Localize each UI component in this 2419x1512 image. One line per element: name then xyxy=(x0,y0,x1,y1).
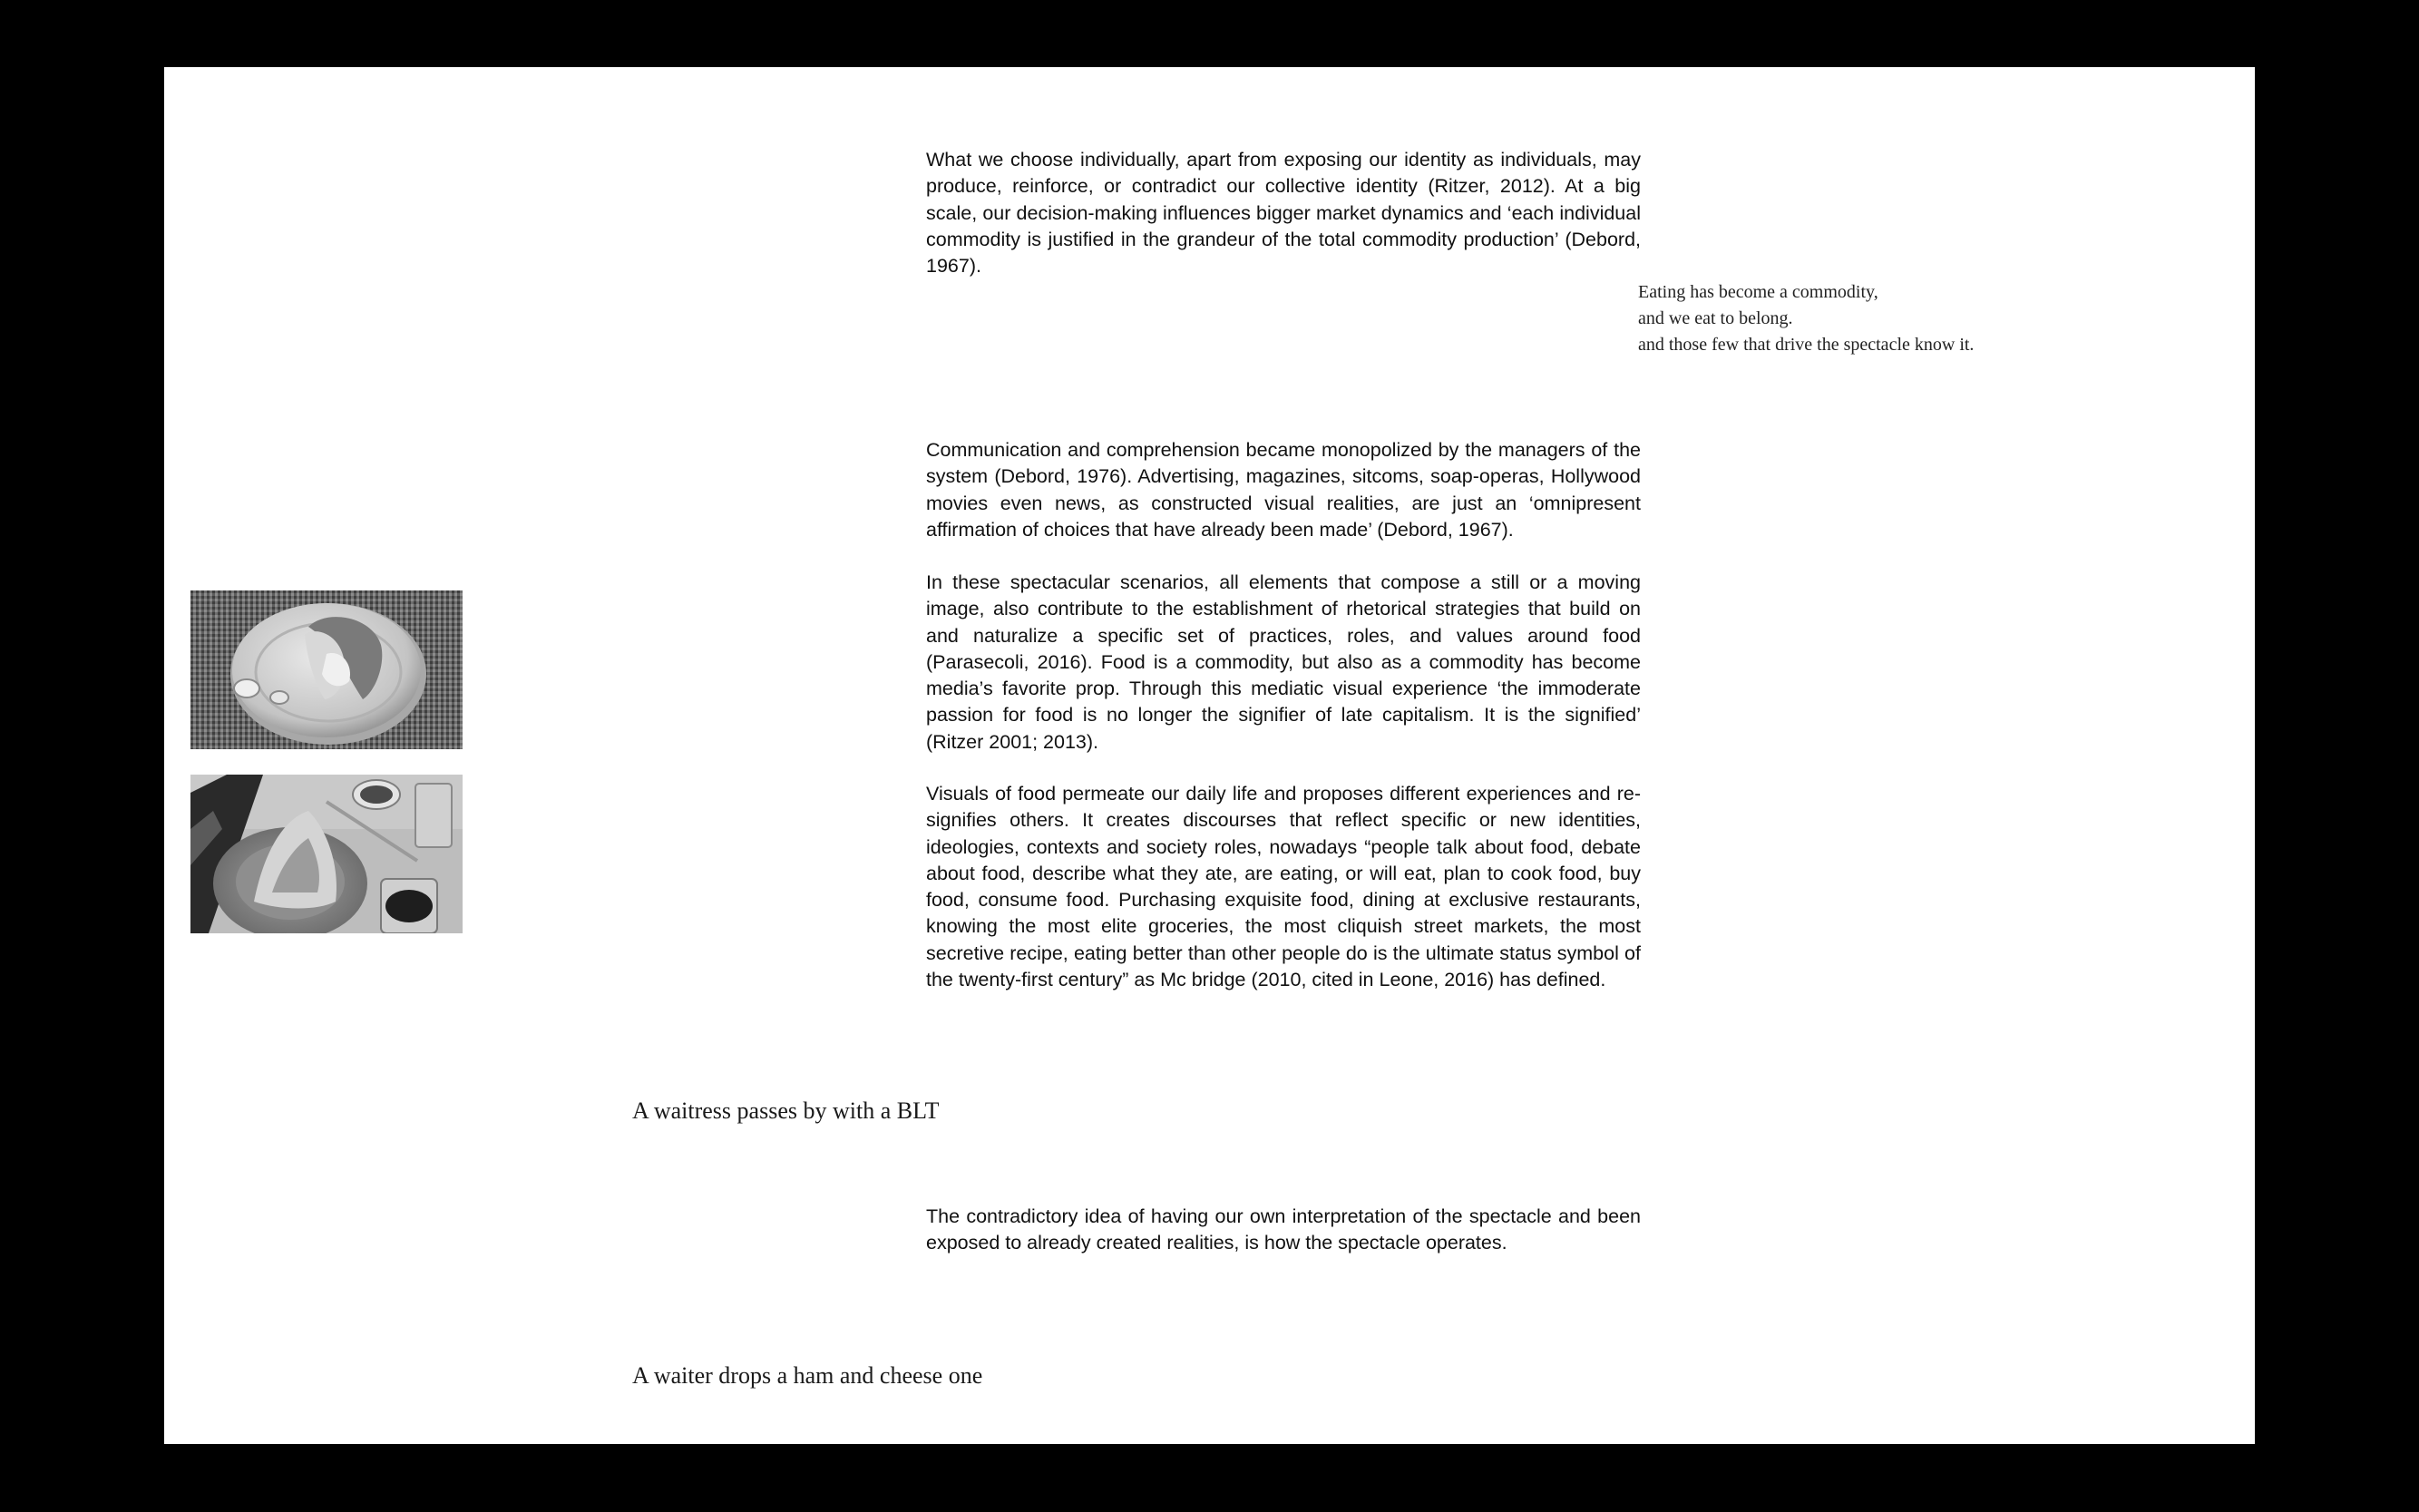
paragraph-communication: Communication and comprehension became monopolized by the managers of the system (Debord, 1976). Advertising, magazines, sitcoms, soap-operas, Hollywood movies even news, as constructed visual realities, are just an ‘omnipresent affirmation of choices that have already been made’ (Debord, 1967). xyxy=(926,439,1641,541)
meal-photo-icon xyxy=(190,775,463,933)
pull-quote xyxy=(1638,279,1974,358)
paragraph-visuals-of-food: Visuals of food permeate our daily life and proposes different experiences and re-signifies others. It creates discourses that reflect specific or new identities, ideologies, contexts and society roles, nowadays “people talk about food, debate about food, describe what they ate, are eating, or will eat, plan to cook food, buy food, consume food. Purchasing exquisite food, dining at exclusive restaurants, knowing the most elite groceries, the most cliquish street markets, the most secretive recipe, eating better than other people do is the ultimate status symbol of the twenty-first century” as Mc bridge (2010, cited in Leone, 2016) has defined. xyxy=(926,783,1641,991)
quote-line: and we eat to belong. xyxy=(1638,308,1793,328)
paragraph-contradictory-idea: The contradictory idea of having our own interpretation of the spectacle and been exposed to already created realities, is how the spectacle operates. xyxy=(926,1205,1641,1254)
quote-line: and those few that drive the spectacle know it. xyxy=(1638,335,1975,355)
paragraph-spectacular-scenarios: In these spectacular scenarios, all elements that compose a still or a moving image, also contribute to the establishment of rhetorical strategies that build on and naturalize a specific set of practices, roles, and values around food (Parasecoli, 2016). Food is a commodity, but also as a commodity has become media’s favorite prop. Through this mediatic visual experience ‘the immoderate passion for food is no longer the signifier of late capitalism. It is the signified’ (Ritzer 2001; 2013). xyxy=(926,571,1641,753)
aside-waitress: A waitress passes by with a BLT xyxy=(632,1097,940,1124)
plate-with-eggshells-photo xyxy=(190,590,463,749)
aside-waiter: A waiter drops a ham and cheese one xyxy=(632,1362,983,1389)
dining-table-photo xyxy=(190,775,463,933)
food-plate-photo-icon xyxy=(190,590,463,749)
quote-line: Eating has become a commodity, xyxy=(1638,282,1878,302)
paragraph-identity: What we choose individually, apart from exposing our identity as individuals, may produce, reinforce, or contradict our collective identity (Ritzer, 2012). At a big scale, our decision-making influences bigger market dynamics and ‘each individual commodity is justified in the grandeur of the total commodity production’ (Debord, 1967). xyxy=(926,149,1641,278)
document-page xyxy=(164,67,2255,1444)
